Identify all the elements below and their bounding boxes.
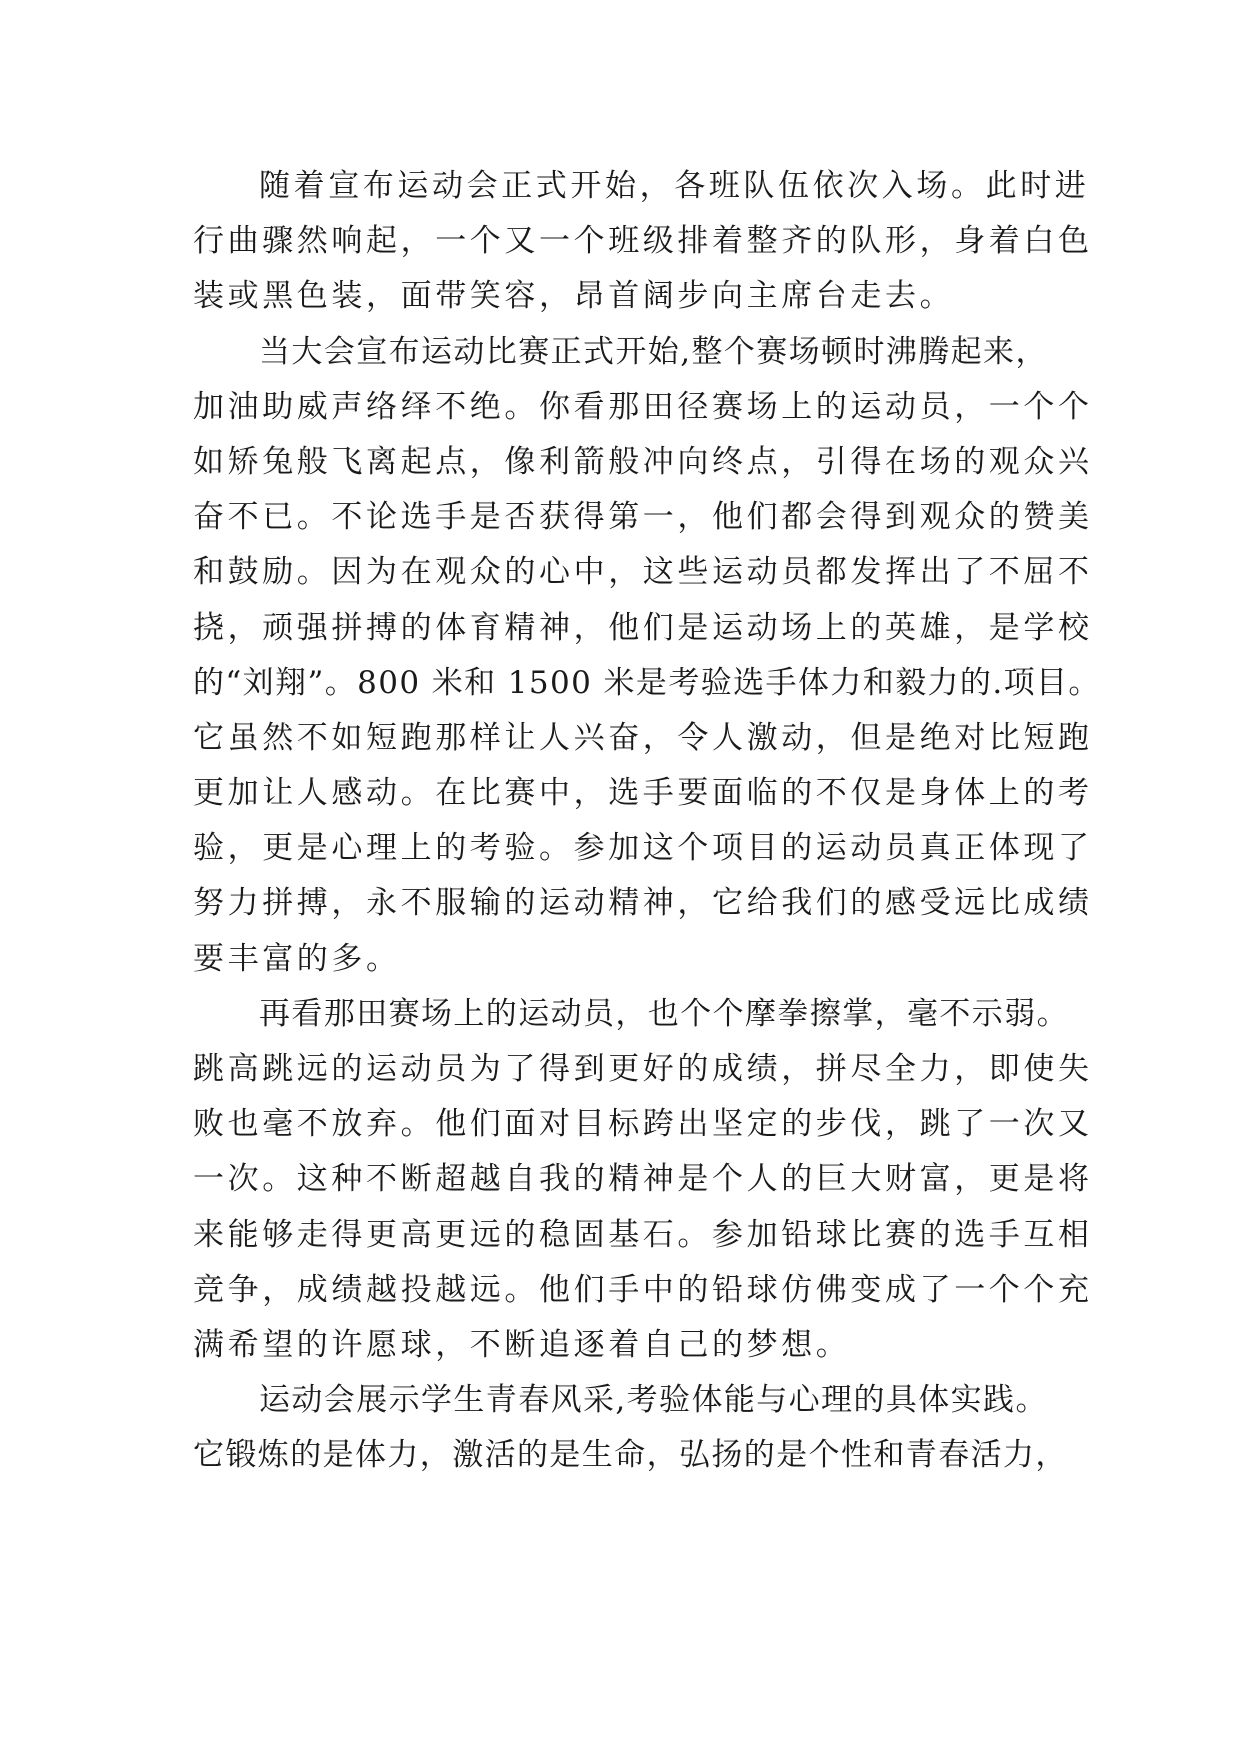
paragraph-1	[193, 159, 1093, 325]
text-line: 满希望的许愿球，不断追逐着自己的梦想。	[193, 1326, 851, 1363]
text-line: 它锻炼的是体力，激活的是生命，弘扬的是个性和青春活力，	[193, 1437, 1068, 1474]
text-line: 努力拼搏，永不服输的运动精神，它给我们的感受远比成绩	[193, 885, 1093, 922]
text-line: 奋不已。不论选手是否获得第一，他们都会得到观众的赞美	[193, 499, 1093, 536]
text-line: 更加让人感动。在比赛中，选手要面临的不仅是身体上的考	[193, 775, 1093, 812]
text-line: 一次。这种不断超越自我的精神是个人的巨大财富，更是将	[193, 1161, 1093, 1198]
text-line: 如矫兔般飞离起点，像利箭般冲向终点，引得在场的观众兴	[193, 443, 1093, 480]
text-line: 运动会展示学生青春风采,考验体能与心理的具体实践。	[259, 1382, 1048, 1419]
text-line: 随着宣布运动会正式开始，各班队伍依次入场。此时进	[259, 168, 1090, 204]
text-line: 验，更是心理上的考验。参加这个项目的运动员真正体现了	[193, 830, 1093, 867]
text-line: 它虽然不如短跑那样让人兴奋，令人激动，但是绝对比短跑	[193, 719, 1093, 756]
text-line: 要丰富的多。	[193, 940, 401, 977]
text-line: 再看那田赛场上的运动员，也个个摩拳擦掌，毫不示弱。	[259, 995, 1069, 1032]
text-line: 竞争，成绩越投越远。他们手中的铅球仿佛变成了一个个充	[193, 1271, 1093, 1308]
text-line: 挠，顽强拼搏的体育精神，他们是运动场上的英雄，是学校	[193, 609, 1093, 646]
text-line: 的“刘翔”。800 米和 1500 米是考验选手体力和毅力的.项目。	[193, 664, 1101, 701]
text-line: 装或黑色装，面带笑容，昂首阔步向主席台走去。	[193, 278, 955, 315]
document-body	[193, 159, 1101, 1484]
paragraph-2	[193, 325, 1101, 987]
text-line: 跳高跳远的运动员为了得到更好的成绩，拼尽全力，即使失	[193, 1051, 1093, 1087]
text-line: 行曲骤然响起，一个又一个班级排着整齐的队形，身着白色	[193, 223, 1093, 260]
text-line: 加油助威声络绎不绝。你看那田径赛场上的运动员，一个个	[193, 388, 1093, 425]
paragraph-4	[193, 1373, 1068, 1483]
text-line: 来能够走得更高更远的稳固基石。参加铅球比赛的选手互相	[193, 1216, 1093, 1253]
text-line: 当大会宣布运动比赛正式开始,整个赛场顿时沸腾起来，	[259, 333, 1048, 370]
text-line: 和鼓励。因为在观众的心中，这些运动员都发挥出了不屈不	[193, 554, 1093, 591]
paragraph-3	[193, 987, 1093, 1373]
text-line: 败也毫不放弃。他们面对目标跨出坚定的步伐，跳了一次又	[193, 1106, 1093, 1143]
